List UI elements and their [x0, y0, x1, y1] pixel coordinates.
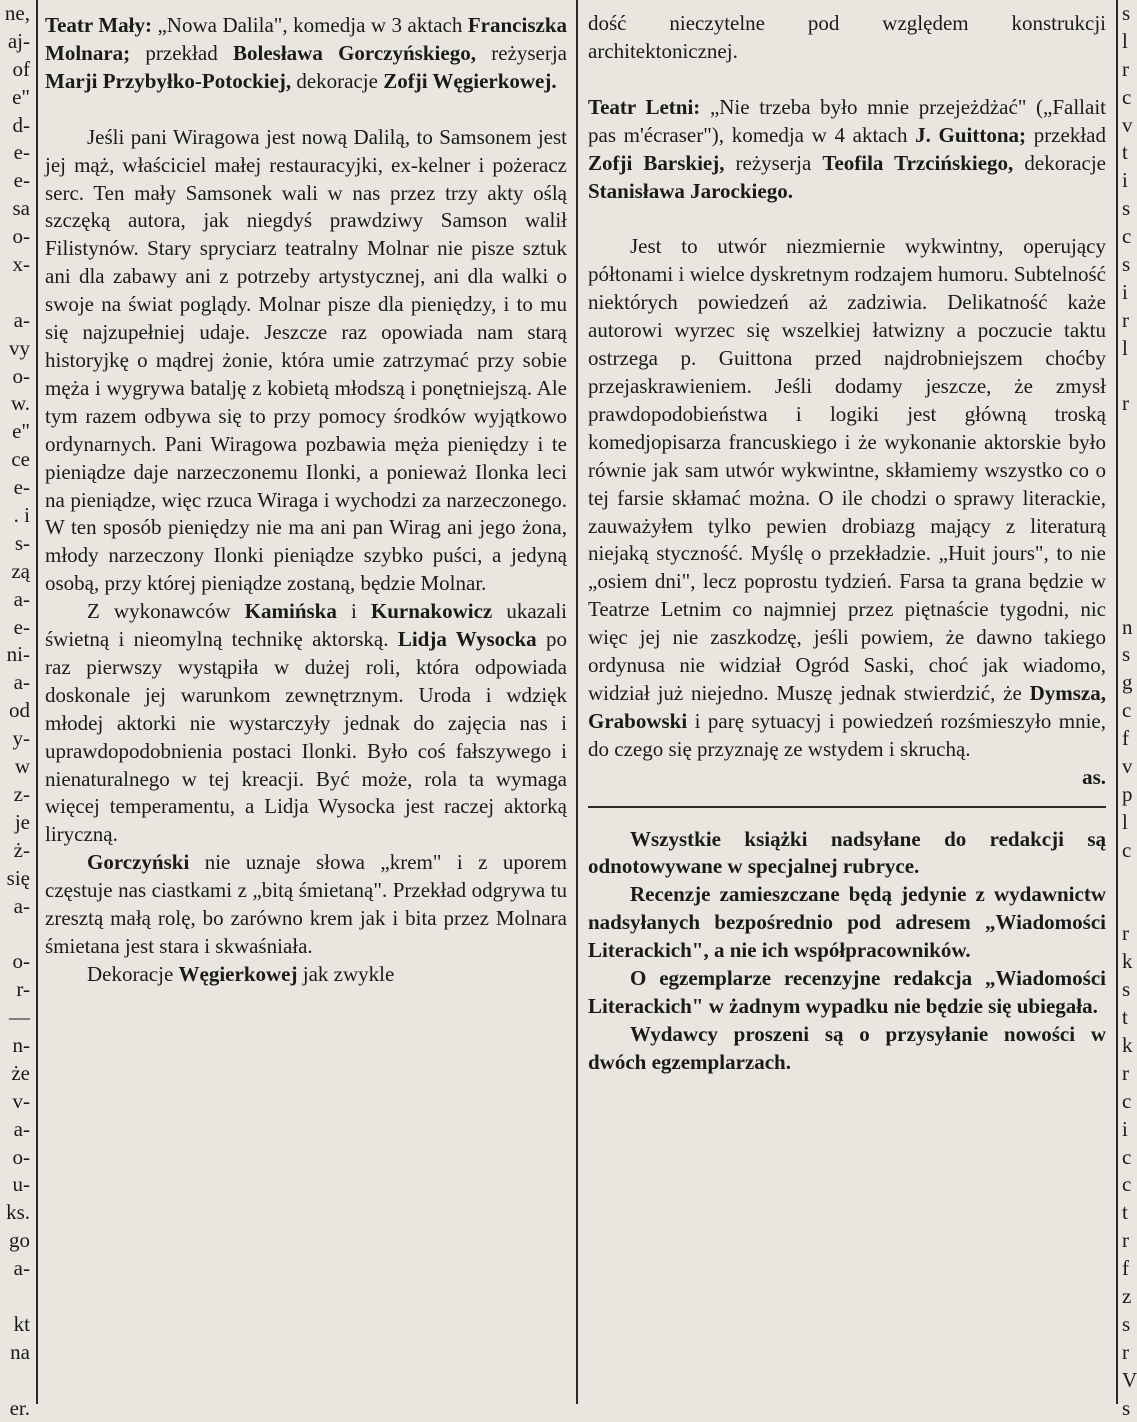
edge-fragment: v [1122, 754, 1133, 779]
edge-fragment: e- [13, 140, 30, 165]
edge-fragment: f [1122, 1256, 1129, 1281]
edge-fragment [0, 1367, 30, 1395]
edge-fragment: v [1122, 112, 1133, 137]
edge-fragment: t [1122, 140, 1128, 165]
edge-fragment: a- [13, 1116, 30, 1141]
edge-fragment [0, 1283, 30, 1311]
edge-fragment: s [1122, 642, 1131, 667]
edge-fragment: o- [12, 949, 30, 974]
edge-fragment: n [1122, 614, 1133, 639]
edge-fragment: ż- [13, 837, 30, 862]
edge-fragment: od [9, 698, 30, 723]
edge-fragment: r [1122, 56, 1129, 81]
edge-fragment: e" [12, 84, 30, 109]
edge-fragment: e- [13, 614, 30, 639]
edge-fragment [0, 920, 30, 948]
edge-fragment [0, 279, 30, 307]
edge-fragment [1122, 558, 1136, 586]
edge-fragment: g [1122, 670, 1133, 695]
right-column-edge [1122, 0, 1136, 1422]
edge-fragment [1122, 865, 1136, 893]
edge-fragment: r [1122, 921, 1129, 946]
notice-paragraph: Wszystkie książki nadsyłane do redakcji są odnotowywane w specjalnej rubryce. [588, 826, 1106, 879]
edge-fragment: d- [12, 112, 30, 137]
edge-fragment: vy [9, 335, 30, 360]
edge-fragment: s [1122, 977, 1131, 1002]
edge-fragment: o- [12, 363, 30, 388]
review-header-teatr-maly: Teatr Mały: „Nowa Dalila", komedja w 3 aktach Franciszka Molnara; przekład Bolesława Gorczyńskiego, reżyserja Marji Przybyłko-Potockiej, dekoracje Zofji Węgierkowej. [45, 13, 567, 93]
editorial-notice [588, 826, 1106, 1077]
edge-fragment: s [1122, 1395, 1131, 1420]
edge-fragment [1122, 363, 1136, 391]
edge-fragment: t [1122, 1200, 1128, 1225]
review-column-teatr-letni [588, 10, 1106, 1077]
edge-fragment: r [1122, 391, 1129, 416]
edge-fragment: n- [12, 1032, 30, 1057]
edge-fragment: a- [13, 586, 30, 611]
edge-fragment: i [1122, 168, 1128, 193]
edge-fragment: s [1122, 196, 1131, 221]
edge-fragment: go [9, 1228, 30, 1253]
section-divider [588, 806, 1106, 808]
edge-fragment: kt [13, 1311, 30, 1336]
edge-fragment: y- [12, 726, 30, 751]
edge-fragment: r [1122, 1060, 1129, 1085]
edge-fragment [1122, 893, 1136, 921]
edge-fragment: ce [11, 447, 30, 472]
column-rule-right [1116, 0, 1118, 1404]
review-header-teatr-letni: Teatr Letni: „Nie trzeba było mnie przejeżdżać" („Fallait pas m'écraser"), komedja w 4 aktach J. Guittona; przekład Zofji Barskiej, reżyserja Teofila Trzcińskiego, dekoracje Stanisława Jarockiego. [588, 94, 1107, 203]
edge-fragment: a- [13, 893, 30, 918]
review-paragraph: dość nieczytelne pod względem konstrukcji architektonicznej. [588, 11, 1106, 63]
left-column-edge [0, 0, 30, 1422]
edge-fragment: w. [10, 391, 30, 416]
edge-fragment: i [1122, 279, 1128, 304]
edge-fragment [1122, 530, 1136, 558]
edge-fragment: . i [13, 503, 30, 528]
edge-fragment [1122, 418, 1136, 446]
edge-fragment [1122, 446, 1136, 474]
edge-fragment: c [1122, 84, 1132, 109]
review-paragraph: Dekoracje Węgierkowej jak zwykle [87, 961, 395, 986]
edge-fragment: je [14, 809, 30, 834]
review-paragraph: Jest to utwór niezmiernie wykwintny, operujący półtonami i wielce dyskretnym rodzajem humoru. Subtelność niektórych powiedzeń aż zadziwia. Delikatność każe autorowi wyrzec się wszelkiej łatwizny a poczucie taktu ostrzega p. Guittona przed najdrobniejszem choćby przejaskrawieniem. Jeśli dodamy jeszcze, że zmysł prawdopodobieństwa i logiki jest główną troską komedjopisarza francuskiego i że wykonanie aktorskie było równie jak sam utwór wykwintne, skłamiemy wszystko co o tej farsie skłamać można. O ile chodzi o sprawy literackie, zauważyłem tylko pewien drobiazg mający z literaturą niejaką styczność. Myślę o przekładzie. „Huit jours", to nie „osiem dni", lecz poprostu tydzień. Farsa ta grana będzie w Teatrze Letnim co najmniej przez piętnaście tygodni, nic więc jej nie zaszkodzę, jeśli powiem, że dawno takiego ordynusa nie widział Ogród Saski, choć jak wiadomo, widział już niejedno. Muszę jednak stwierdzić, że Dymsza, Grabowski i parę sytuacyj i powiedzeń rozśmieszyło mnie, do czego się przyznaję ze wstydem i skruchą. [588, 234, 1106, 761]
edge-fragment: sa [12, 196, 30, 221]
edge-fragment: ne, [4, 1, 30, 25]
edge-fragment: a- [13, 1256, 30, 1281]
notice-paragraph: Recenzje zamieszczane będą jedynie z wydawnictw nadsyłanych bezpośrednio pod adresem „Wiadomości Literackich", a nie ich współpracowników. [588, 882, 1106, 963]
edge-fragment: w [14, 754, 30, 779]
edge-fragment: f [1122, 726, 1129, 751]
edge-fragment: zą [11, 558, 30, 583]
notice-paragraph: Wydawcy proszeni są o przysyłanie nowości w dwóch egzemplarzach. [588, 1021, 1106, 1074]
review-paragraph: Jeśli pani Wiragowa jest nową Dalilą, to Samsonem jest jej mąż, właściciel małej restauracyjki, ex-kelner i pożeracz serc. Ten mały Samsonek wali w nas przez trzy akty oślą szczęką autora, jak niegdyś prawdziwy Samson walił Filistynów. Stary spryciarz teatralny Molnar nie pisze sztuk ani dla zabawy ani z potrzeby artystycznej, ani dla walki o swoje na świat poglądy. Molnar pisze dla pieniędzy, i to mu się najzupełniej udaje. Jeszcze raz opowiada nam starą historyjkę o mądrej żonie, która umie zatrzymać przy sobie męża i wygrywa batalję z kobietą młodszą i ponętniejszą. Ale tym razem odbywa się to przy pomocy środków wyjątkowo ordynarnych. Pani Wiragowa pozbawia męża pieniędzy i te pieniądze daje narzeczonemu Ilonki, a ponieważ Ilonka leci na pieniądze, więc rzuca Wiraga i wychodzi za narzeczonego. W ten sposób pieniędzy nie ma ani pan Wirag ani jego żona, młody narzeczony Ilonki pieniądze szybko puści, a jedyną osobą, przy której pieniądze zostaną, będzie Molnar. [45, 124, 567, 596]
edge-fragment: ks. [6, 1200, 30, 1225]
edge-fragment: c [1122, 1172, 1132, 1197]
edge-fragment: x- [12, 252, 30, 277]
edge-fragment: c [1122, 1088, 1132, 1113]
edge-fragment [1122, 474, 1136, 502]
edge-fragment [1122, 586, 1136, 614]
edge-fragment: ni- [6, 642, 30, 667]
edge-fragment: s [1122, 1, 1131, 25]
edge-fragment [1122, 502, 1136, 530]
edge-fragment: że [11, 1060, 30, 1085]
edge-fragment: t [1122, 1005, 1128, 1030]
edge-fragment: z [1122, 1283, 1132, 1308]
edge-fragment: o- [12, 1144, 30, 1169]
edge-fragment: r [1122, 1339, 1129, 1364]
edge-fragment: e- [13, 475, 30, 500]
author-signature: as. [1082, 764, 1106, 789]
edge-fragment: l [1122, 809, 1128, 834]
edge-fragment: o- [12, 224, 30, 249]
edge-fragment: v- [12, 1088, 30, 1113]
edge-fragment: V [1122, 1367, 1137, 1392]
edge-fragment: na [10, 1339, 30, 1364]
edge-fragment: e- [13, 168, 30, 193]
edge-fragment: się [6, 865, 30, 890]
edge-fragment: r- [16, 977, 30, 1002]
edge-fragment: l [1122, 28, 1128, 53]
edge-fragment: u- [12, 1172, 30, 1197]
edge-fragment: a- [13, 307, 30, 332]
edge-fragment: k [1122, 1032, 1133, 1057]
review-paragraph: Gorczyński nie uznaje słowa „krem" i z uporem częstuje nas ciastkami z „bitą śmietaną". Przekład odgrywa tu zresztą małą rolę, bo zarówno krem jak i bita przez Molnara śmietana jest stara i skwaśniała. [45, 850, 567, 958]
edge-fragment: aj- [7, 28, 30, 53]
edge-fragment: c [1122, 1144, 1132, 1169]
edge-fragment: c [1122, 224, 1132, 249]
edge-fragment: s [1122, 252, 1131, 277]
edge-fragment: r [1122, 307, 1129, 332]
column-rule-center [576, 0, 578, 1404]
edge-fragment: — [9, 1005, 30, 1030]
review-paragraph: Z wykonawców Kamińska i Kurnakowicz ukazali świetną i nieomylną technikę aktorską. Lidja Wysocka po raz pierwszy wystąpiła w dużej roli, która odpowiada doskonale jej warunkom zewnętrznym. Uroda i wdzięk młodej aktorki nie wystarczyły jednak do zajęcia nas i uprawdopodobnienia postaci Ilonki. Było coś fałszywego i nienaturalnego w tej kreacji. Być może, rola ta wymaga więcej temperamentu, a Lidja Wysocka jest raczej aktorką liryczną. [45, 599, 568, 847]
edge-fragment: i [1122, 1116, 1128, 1141]
edge-fragment: c [1122, 698, 1132, 723]
edge-fragment: er. [9, 1395, 30, 1420]
edge-fragment: k [1122, 949, 1133, 974]
edge-fragment: l [1122, 335, 1128, 360]
edge-fragment: r [1122, 1228, 1129, 1253]
edge-fragment: s- [14, 530, 30, 555]
edge-fragment: a- [13, 670, 30, 695]
edge-fragment: s [1122, 1311, 1131, 1336]
review-column-teatr-maly [45, 12, 567, 989]
notice-paragraph: O egzemplarze recenzyjne redakcja „Wiadomości Literackich" w żadnym wypadku nie będzie się ubiegała. [588, 966, 1106, 1018]
edge-fragment: c [1122, 837, 1132, 862]
edge-fragment: e" [12, 419, 30, 444]
edge-fragment: of [12, 56, 30, 81]
edge-fragment: p [1122, 781, 1133, 806]
column-rule-left [36, 0, 38, 1404]
edge-fragment: z- [13, 781, 30, 806]
